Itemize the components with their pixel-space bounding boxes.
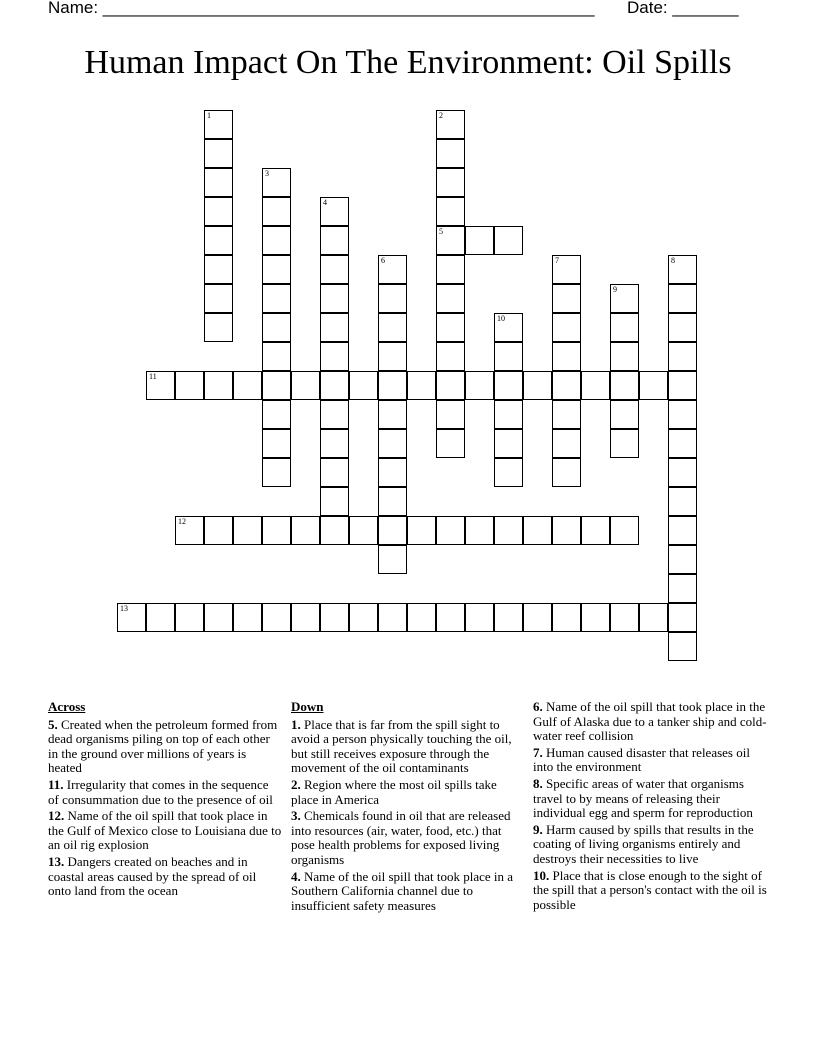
grid-cell[interactable] [204, 313, 233, 342]
grid-cell[interactable] [610, 429, 639, 458]
grid-cell[interactable] [320, 400, 349, 429]
grid-cell[interactable] [436, 197, 465, 226]
grid-cell[interactable] [262, 371, 291, 400]
grid-cell[interactable] [262, 516, 291, 545]
grid-cell[interactable] [494, 429, 523, 458]
clue-text: Chemicals found in oil that are released into resources (air, water, food, etc.) that pose health problems for exposed living organisms [291, 808, 511, 867]
grid-cell[interactable] [262, 429, 291, 458]
clue-number: 3. [291, 808, 301, 824]
clue-number: 12. [48, 808, 65, 824]
grid-cell[interactable] [349, 371, 378, 400]
grid-cell[interactable] [668, 574, 697, 603]
down-clue-list-continued [533, 700, 767, 912]
grid-cell[interactable] [523, 516, 552, 545]
grid-cell[interactable] [668, 342, 697, 371]
grid-cell[interactable] [610, 313, 639, 342]
grid-cell[interactable] [204, 139, 233, 168]
clue-number: 4. [291, 868, 301, 884]
name-field-line[interactable]: Name: ____________________________________________________ [48, 0, 595, 17]
grid-cell[interactable] [117, 603, 146, 632]
grid-cell[interactable] [465, 371, 494, 400]
grid-cell[interactable] [668, 632, 697, 661]
grid-cell[interactable] [436, 516, 465, 545]
grid-cell[interactable] [465, 516, 494, 545]
grid-cell[interactable] [233, 516, 262, 545]
grid-cell[interactable] [378, 313, 407, 342]
grid-cell[interactable] [581, 371, 610, 400]
clue-text: Dangers created on beaches and in coastal areas caused by the spread of oil onto land from the ocean [48, 853, 257, 899]
down-clue-list [291, 718, 523, 914]
grid-cell[interactable] [291, 371, 320, 400]
grid-cell[interactable] [523, 371, 552, 400]
grid-cell[interactable] [146, 371, 175, 400]
grid-cell[interactable] [320, 371, 349, 400]
clue-number: 5. [48, 716, 58, 732]
grid-cell[interactable] [291, 516, 320, 545]
grid-cell[interactable] [436, 255, 465, 284]
grid-cell[interactable] [610, 603, 639, 632]
clue-text: Place that is close enough to the sight of the spill that a person's contact with the oil is possible [533, 867, 767, 912]
grid-cell[interactable] [552, 255, 581, 284]
grid-cell[interactable] [407, 516, 436, 545]
grid-cell[interactable] [320, 603, 349, 632]
grid-cell[interactable] [407, 603, 436, 632]
grid-cell[interactable] [668, 603, 697, 632]
clue-text: Created when the petroleum formed from dead organisms piling on top of each other in the ground over millions of years is heated [48, 716, 278, 776]
grid-cell[interactable] [436, 139, 465, 168]
grid-cell[interactable] [204, 603, 233, 632]
clue-item [48, 778, 282, 807]
clue-number-label: 1 [207, 111, 211, 120]
grid-cell[interactable] [668, 516, 697, 545]
grid-cell[interactable] [262, 168, 291, 197]
grid-cell[interactable] [436, 168, 465, 197]
grid-cell[interactable] [378, 545, 407, 574]
grid-cell[interactable] [494, 516, 523, 545]
grid-cell[interactable] [262, 284, 291, 313]
grid-cell[interactable] [291, 603, 320, 632]
clue-number-label: 4 [323, 198, 327, 207]
grid-cell[interactable] [436, 226, 465, 255]
grid-cell[interactable] [262, 197, 291, 226]
grid-cell[interactable] [233, 371, 262, 400]
grid-cell[interactable] [204, 110, 233, 139]
grid-cell[interactable] [668, 487, 697, 516]
clue-number: 1. [291, 716, 301, 732]
clue-number: 2. [291, 776, 301, 792]
grid-cell[interactable] [320, 516, 349, 545]
grid-cell[interactable] [552, 284, 581, 313]
grid-cell[interactable] [523, 603, 552, 632]
grid-cell[interactable] [610, 284, 639, 313]
clue-number-label: 10 [497, 314, 505, 323]
grid-cell[interactable] [204, 284, 233, 313]
clue-text: Region where the most oil spills take place in America [291, 776, 497, 807]
clue-item [533, 777, 767, 821]
clue-text: Place that is far from the spill sight to avoid a person physically touching the oil, but still receives exposure through the movement of the oil contaminants [291, 716, 512, 776]
clue-item [291, 718, 523, 776]
clue-text: Name of the oil spill that took place in the Gulf of Mexico close to Louisiana due to an oil rig explosion [48, 808, 282, 853]
grid-cell[interactable] [610, 400, 639, 429]
clue-item [291, 870, 523, 914]
grid-cell[interactable] [668, 545, 697, 574]
clue-text: Name of the oil spill that took place in a Southern California channel due to insufficient safety measures [291, 868, 514, 913]
grid-cell[interactable] [175, 603, 204, 632]
clues-across-column [48, 700, 282, 901]
grid-cell[interactable] [320, 429, 349, 458]
grid-cell[interactable] [175, 371, 204, 400]
down-heading: Down [291, 699, 324, 714]
grid-cell[interactable] [494, 458, 523, 487]
clue-number-label: 7 [555, 256, 559, 265]
grid-cell[interactable] [668, 371, 697, 400]
grid-cell[interactable] [436, 284, 465, 313]
grid-cell[interactable] [465, 226, 494, 255]
grid-cell[interactable] [378, 400, 407, 429]
grid-cell[interactable] [436, 400, 465, 429]
clue-number-label: 3 [265, 169, 269, 178]
grid-cell[interactable] [494, 400, 523, 429]
grid-cell[interactable] [320, 284, 349, 313]
grid-cell[interactable] [581, 516, 610, 545]
grid-cell[interactable] [436, 429, 465, 458]
across-heading: Across [48, 699, 86, 714]
clue-text: Harm caused by spills that results in the coating of living organisms entirely and destroys their necessities to live [533, 821, 754, 866]
grid-cell[interactable] [262, 458, 291, 487]
grid-cell[interactable] [378, 603, 407, 632]
grid-cell[interactable] [262, 255, 291, 284]
grid-cell[interactable] [204, 516, 233, 545]
clue-number: 7. [533, 744, 543, 760]
grid-cell[interactable] [610, 516, 639, 545]
clue-number-label: 8 [671, 256, 675, 265]
grid-cell[interactable] [552, 458, 581, 487]
grid-cell[interactable] [320, 197, 349, 226]
grid-cell[interactable] [320, 226, 349, 255]
grid-cell[interactable] [320, 313, 349, 342]
grid-cell[interactable] [639, 603, 668, 632]
clue-item [533, 700, 767, 744]
clue-item [533, 823, 767, 867]
grid-cell[interactable] [378, 429, 407, 458]
grid-cell[interactable] [552, 400, 581, 429]
grid-cell[interactable] [610, 342, 639, 371]
grid-cell[interactable] [552, 342, 581, 371]
grid-cell[interactable] [552, 371, 581, 400]
grid-cell[interactable] [262, 313, 291, 342]
grid-cell[interactable] [378, 371, 407, 400]
clue-number-label: 9 [613, 285, 617, 294]
grid-cell[interactable] [204, 371, 233, 400]
grid-cell[interactable] [262, 342, 291, 371]
grid-cell[interactable] [262, 226, 291, 255]
grid-cell[interactable] [320, 487, 349, 516]
grid-cell[interactable] [175, 516, 204, 545]
clue-item [48, 855, 282, 899]
grid-cell[interactable] [262, 603, 291, 632]
clue-item [291, 809, 523, 867]
clue-number: 8. [533, 775, 543, 791]
grid-cell[interactable] [407, 371, 436, 400]
clue-number-label: 5 [439, 227, 443, 236]
grid-cell[interactable] [581, 603, 610, 632]
clue-text: Human caused disaster that releases oil into the environment [533, 744, 750, 775]
grid-cell[interactable] [494, 603, 523, 632]
grid-cell[interactable] [204, 168, 233, 197]
clue-number-label: 11 [149, 372, 157, 381]
grid-cell[interactable] [552, 313, 581, 342]
grid-cell[interactable] [436, 313, 465, 342]
clues-down-column [291, 700, 523, 915]
grid-cell[interactable] [552, 429, 581, 458]
grid-cell[interactable] [349, 603, 378, 632]
clue-item [533, 746, 767, 775]
grid-cell[interactable] [552, 516, 581, 545]
clue-text: Name of the oil spill that took place in the Gulf of Alaska due to a tanker ship and cold-water reef collision [533, 699, 767, 744]
clue-number-label: 13 [120, 604, 128, 613]
grid-cell[interactable] [378, 342, 407, 371]
grid-cell[interactable] [465, 603, 494, 632]
grid-cell[interactable] [668, 400, 697, 429]
grid-cell[interactable] [436, 110, 465, 139]
grid-cell[interactable] [668, 429, 697, 458]
grid-cell[interactable] [494, 371, 523, 400]
grid-cell[interactable] [378, 284, 407, 313]
grid-cell[interactable] [378, 255, 407, 284]
grid-cell[interactable] [668, 313, 697, 342]
grid-cell[interactable] [639, 371, 668, 400]
across-clue-list [48, 718, 282, 899]
grid-cell[interactable] [610, 371, 639, 400]
grid-cell[interactable] [349, 516, 378, 545]
grid-cell[interactable] [146, 603, 175, 632]
clue-text: Specific areas of water that organisms travel to by means of releasing their individual egg and sperm for reproduction [533, 775, 753, 821]
clues-down-continued-column [533, 700, 767, 914]
grid-cell[interactable] [320, 255, 349, 284]
clue-item [291, 778, 523, 807]
clue-number: 10. [533, 867, 550, 883]
grid-cell[interactable] [204, 226, 233, 255]
clue-text: Irregularity that comes in the sequence of consummation due to the presence of oil [48, 776, 273, 807]
clue-number: 9. [533, 821, 543, 837]
grid-cell[interactable] [436, 342, 465, 371]
grid-cell[interactable] [320, 458, 349, 487]
clue-number-label: 6 [381, 256, 385, 265]
grid-cell[interactable] [233, 603, 262, 632]
grid-cell[interactable] [494, 226, 523, 255]
grid-cell[interactable] [204, 255, 233, 284]
grid-cell[interactable] [378, 516, 407, 545]
clue-number: 13. [48, 853, 65, 869]
grid-cell[interactable] [204, 197, 233, 226]
clue-number: 6. [533, 699, 543, 714]
grid-cell[interactable] [262, 400, 291, 429]
clue-item [48, 718, 282, 776]
grid-cell[interactable] [668, 284, 697, 313]
grid-cell[interactable] [494, 342, 523, 371]
grid-cell[interactable] [668, 458, 697, 487]
grid-cell[interactable] [320, 342, 349, 371]
grid-cell[interactable] [668, 255, 697, 284]
grid-cell[interactable] [436, 371, 465, 400]
grid-cell[interactable] [378, 458, 407, 487]
date-field-line[interactable]: Date: _______ [627, 0, 739, 17]
grid-cell[interactable] [494, 313, 523, 342]
clue-item [533, 869, 767, 913]
grid-cell[interactable] [436, 603, 465, 632]
grid-cell[interactable] [552, 603, 581, 632]
page-title: Human Impact On The Environment: Oil Spills [84, 44, 732, 81]
clue-number-label: 12 [178, 517, 186, 526]
grid-cell[interactable] [378, 487, 407, 516]
clue-item [48, 809, 282, 853]
clue-number: 11. [48, 776, 64, 792]
clue-number-label: 2 [439, 111, 443, 120]
